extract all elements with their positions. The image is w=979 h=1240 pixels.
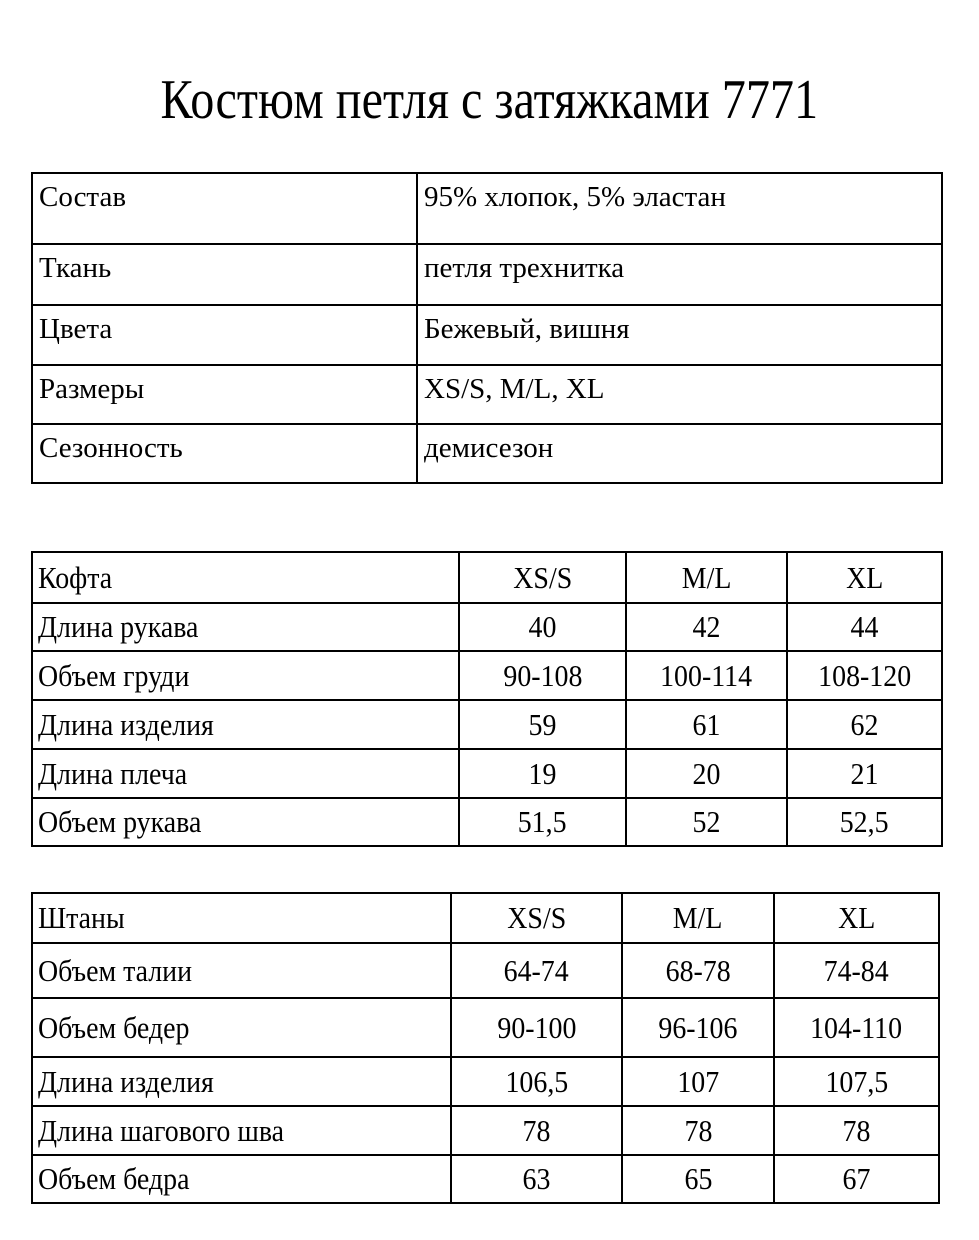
cell-value: 78 — [684, 1112, 712, 1148]
pants-header-label: Штаны — [38, 900, 125, 935]
jacket-header-row — [32, 552, 942, 603]
cell-value: 52 — [692, 804, 721, 839]
cell-value: 96-106 — [658, 1009, 738, 1045]
cell-value: 62 — [850, 706, 879, 742]
cell-value: 68-78 — [665, 952, 731, 988]
info-value: демисезон — [417, 424, 942, 483]
cell-value: 78 — [842, 1112, 871, 1148]
info-label: Сезонность — [32, 424, 417, 483]
cell-value: 78 — [522, 1112, 551, 1148]
info-value: петля трехнитка — [417, 244, 942, 305]
info-label: Состав — [32, 173, 417, 244]
row-label: Объем бедра — [38, 1161, 190, 1196]
table-row — [32, 998, 939, 1057]
row-label: Длина изделия — [38, 706, 214, 742]
info-value: XS/S, M/L, XL — [417, 365, 942, 424]
info-row-season — [32, 424, 942, 483]
row-label: Объем талии — [38, 952, 193, 988]
size-header: M/L — [681, 559, 732, 595]
row-label: Длина шагового шва — [38, 1112, 285, 1148]
cell-value: 90-108 — [502, 657, 583, 693]
page-title — [0, 68, 979, 132]
cell-value: 21 — [850, 755, 879, 791]
cell-value: 104-110 — [810, 1009, 903, 1045]
size-header: M/L — [673, 900, 723, 935]
size-header: XL — [845, 559, 884, 595]
table-row — [32, 749, 942, 798]
info-row-colors — [32, 305, 942, 365]
size-header: XS/S — [513, 559, 572, 595]
cell-value: 61 — [692, 706, 721, 742]
cell-value: 42 — [692, 609, 721, 644]
info-label: Цвета — [32, 305, 417, 365]
info-value: 95% хлопок, 5% эластан — [417, 173, 942, 244]
jacket-size-table — [31, 551, 943, 847]
table-row — [32, 700, 942, 749]
info-row-sizes — [32, 365, 942, 424]
cell-value: 107 — [677, 1063, 719, 1099]
table-row — [32, 1106, 939, 1155]
cell-value: 90-100 — [496, 1009, 577, 1045]
row-label: Длина рукава — [38, 609, 199, 644]
cell-value: 52,5 — [840, 804, 889, 839]
info-row-fabric — [32, 244, 942, 305]
row-label: Объем груди — [38, 657, 190, 693]
info-value: Бежевый, вишня — [417, 305, 942, 365]
cell-value: 51,5 — [518, 804, 567, 839]
cell-value: 63 — [522, 1161, 551, 1196]
cell-value: 19 — [528, 755, 557, 791]
info-label: Ткань — [32, 244, 417, 305]
cell-value: 106,5 — [505, 1063, 568, 1099]
page-title-text: Костюм петля с затяжками 7771 — [160, 69, 819, 131]
row-label: Длина плеча — [38, 755, 188, 791]
cell-value: 64-74 — [503, 952, 570, 988]
table-row — [32, 798, 942, 846]
cell-value: 108-120 — [817, 657, 911, 693]
cell-value: 100-114 — [660, 657, 753, 693]
cell-value: 20 — [692, 755, 721, 791]
cell-value: 65 — [684, 1161, 712, 1196]
pants-header-row — [32, 893, 939, 943]
table-row — [32, 603, 942, 651]
pants-size-table — [31, 892, 940, 1204]
row-label: Объем бедер — [38, 1009, 190, 1045]
cell-value: 44 — [850, 609, 879, 644]
jacket-header-label: Кофта — [38, 559, 113, 595]
cell-value: 74-84 — [823, 952, 890, 988]
size-header: XL — [837, 900, 876, 935]
table-row — [32, 1057, 939, 1106]
info-label: Размеры — [32, 365, 417, 424]
table-row — [32, 651, 942, 700]
row-label: Объем рукава — [38, 804, 202, 839]
info-row-composition — [32, 173, 942, 244]
cell-value: 59 — [528, 706, 557, 742]
table-row — [32, 1155, 939, 1203]
cell-value: 107,5 — [825, 1063, 888, 1099]
cell-value: 40 — [528, 609, 557, 644]
product-info-table — [31, 172, 943, 484]
row-label: Длина изделия — [38, 1063, 214, 1099]
size-header: XS/S — [507, 900, 566, 935]
table-row — [32, 943, 939, 998]
cell-value: 67 — [842, 1161, 871, 1196]
